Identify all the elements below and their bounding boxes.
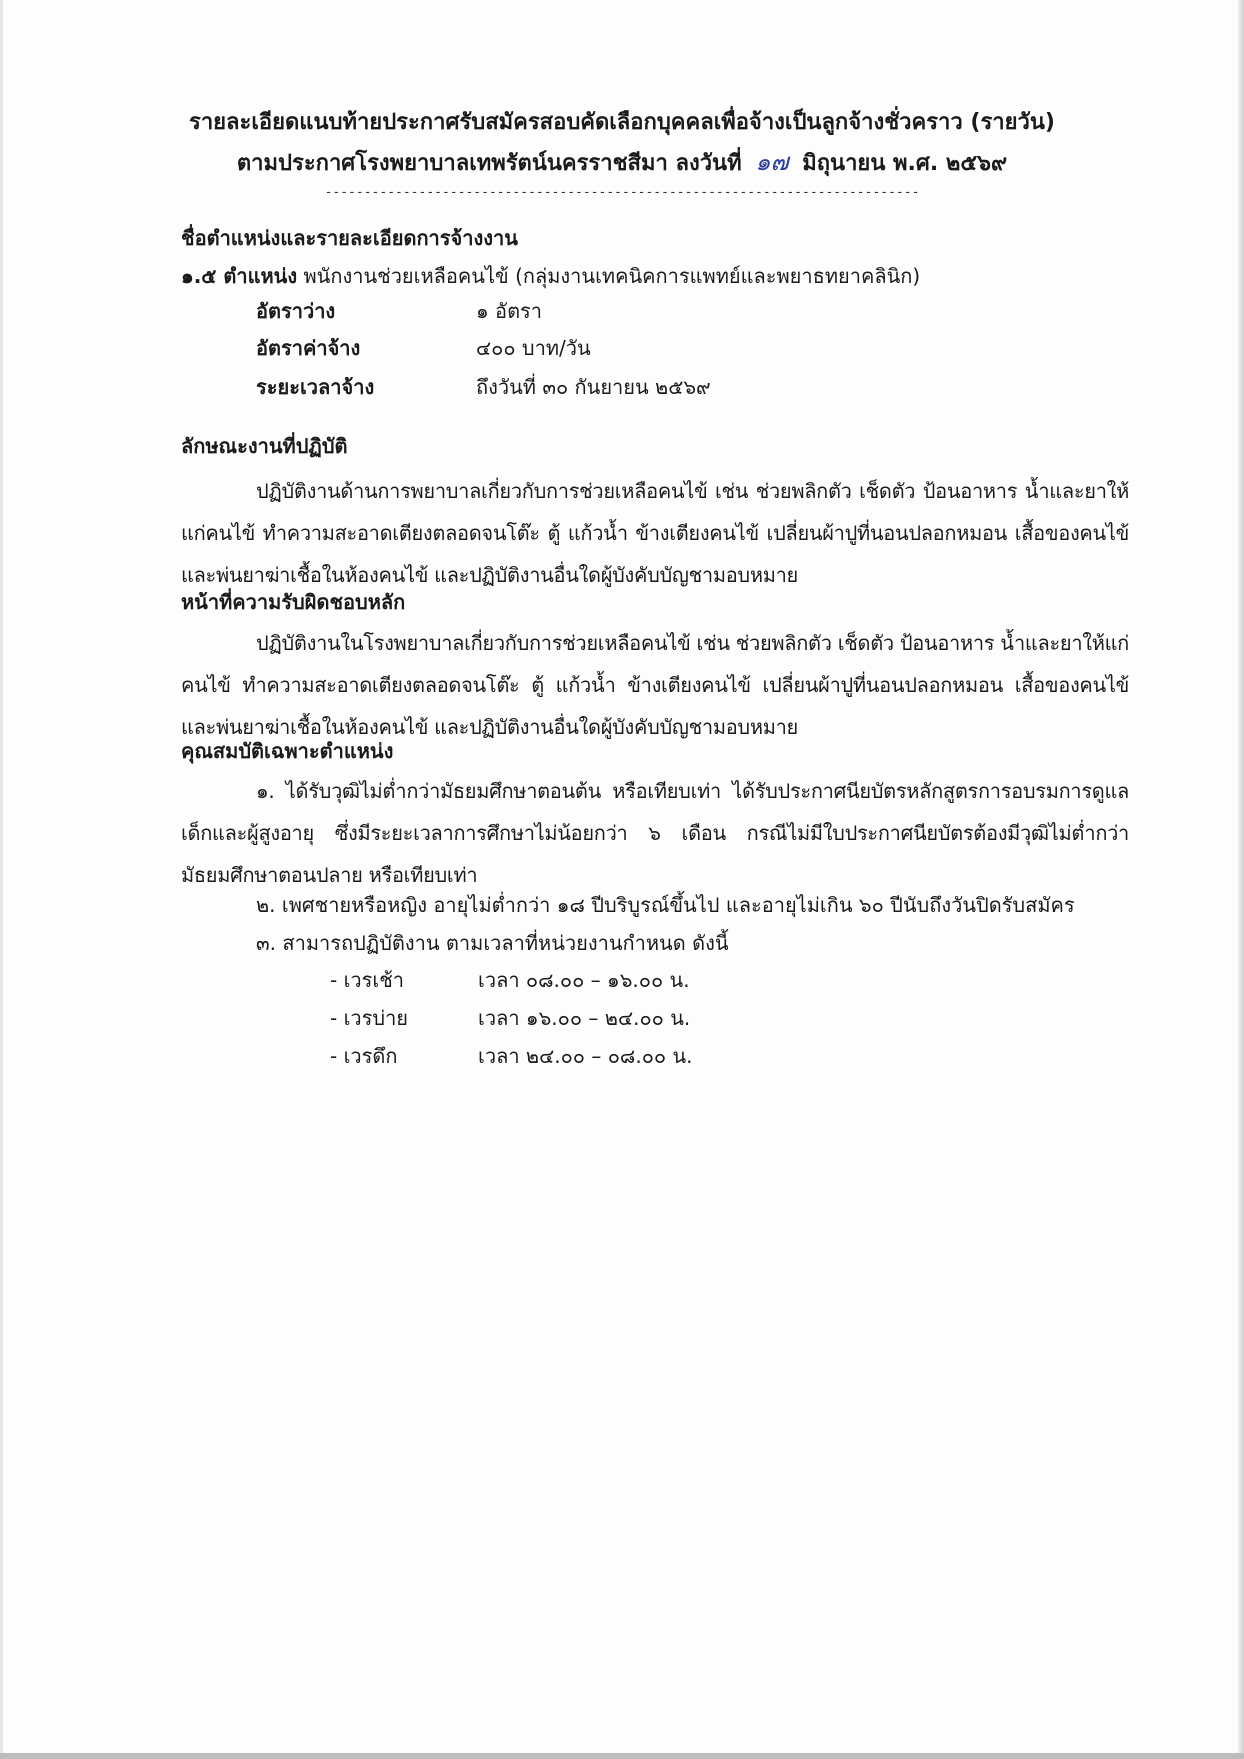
shift-name-afternoon: - เวรบ่าย [330, 1006, 409, 1030]
qualification-item-1: ๑. ได้รับวุฒิไม่ต่ำกว่ามัธยมศึกษาตอนต้น หรือเทียบเท่า ได้รับประกาศนียบัตรหลักสูตรการอบรมการดูแลเด็กและผู้สูงอายุ ซึ่งมีระยะเวลาการศึกษาไม่น้อยกว่า ๖ เดือน กรณีไม่มีใบประกาศนียบัตรต้องมีวุฒิไม่ต่ำกว่ามัธยมศึกษาตอนปลาย หรือเทียบเท่า [181, 779, 1129, 887]
section-heading-qualifications: คุณสมบัติเฉพาะตำแหน่ง [181, 739, 394, 763]
subtitle-prefix: ตามประกาศโรงพยาบาลเทพรัตน์นครราชสีมา ลงวันที่ [236, 151, 742, 176]
dashed-separator: ---------------------------------------------------------------------------- [324, 185, 920, 200]
shift-time-morning: เวลา ๐๘.๐๐ – ๑๖.๐๐ น. [478, 968, 690, 992]
scan-edge-left [0, 0, 3, 1759]
field-value-vacancy: ๑ อัตรา [476, 299, 543, 323]
qualification-item-3: ๓. สามารถปฏิบัติงาน ตามเวลาที่หน่วยงานกำหนด ดังนี้ [256, 931, 729, 955]
shift-time-night: เวลา ๒๔.๐๐ – ๐๘.๐๐ น. [478, 1044, 693, 1068]
section-heading-duties: หน้าที่ความรับผิดชอบหลัก [181, 590, 406, 614]
document-subtitle [0, 147, 1244, 179]
field-label-period: ระยะเวลาจ้าง [256, 375, 375, 399]
document-title: รายละเอียดแนบท้ายประกาศรับสมัครสอบคัดเลือกบุคคลเพื่อจ้างเป็นลูกจ้างชั่วคราว (รายวัน) [189, 110, 1055, 135]
field-label-vacancy: อัตราว่าง [256, 299, 336, 323]
field-value-wage: ๔๐๐ บาท/วัน [476, 336, 591, 360]
position-name: พนักงานช่วยเหลือคนไข้ (กลุ่มงานเทคนิคการแพทย์และพยาธทยาคลินิก) [303, 264, 921, 288]
shift-name-night: - เวรดึก [330, 1044, 398, 1068]
position-number: ๑.๕ ตำแหน่ง [181, 264, 298, 288]
handwritten-day: ๑๗ [755, 148, 789, 176]
section-heading-job-nature: ลักษณะงานที่ปฏิบัติ [181, 434, 348, 458]
duties-paragraph: ปฏิบัติงานในโรงพยาบาลเกี่ยวกับการช่วยเหลือคนไข้ เช่น ช่วยพลิกตัว เช็ดตัว ป้อนอาหาร น้ำและยาให้แก่คนไข้ ทำความสะอาดเตียงตลอดจนโต๊ะ ตู้ แก้วน้ำ ข้างเตียงคนไข้ เปลี่ยนผ้าปูที่นอนปลอกหมอน เสื้อของคนไข้ และพ่นยาฆ่าเชื้อในห้องคนไข้ และปฏิบัติงานอื่นใดผู้บังคับบัญชามอบหมาย [181, 631, 1129, 739]
job-nature-paragraph: ปฏิบัติงานด้านการพยาบาลเกี่ยวกับการช่วยเหลือคนไข้ เช่น ช่วยพลิกตัว เช็ดตัว ป้อนอาหาร น้ำและยาให้แก่คนไข้ ทำความสะอาดเตียงตลอดจนโต๊ะ ตู้ แก้วน้ำ ข้างเตียงคนไข้ เปลี่ยนผ้าปูที่นอนปลอกหมอน เสื้อของคนไข้ และพ่นยาฆ่าเชื้อในห้องคนไข้ และปฏิบัติงานอื่นใดผู้บังคับบัญชามอบหมาย [181, 479, 1129, 587]
section-heading-position: ชื่อตำแหน่งและรายละเอียดการจ้างงาน [181, 226, 518, 250]
scan-edge-bottom [0, 1753, 1244, 1759]
shift-time-afternoon: เวลา ๑๖.๐๐ – ๒๔.๐๐ น. [478, 1006, 691, 1030]
subtitle-suffix: มิถุนายน พ.ศ. ๒๕๖๙ [802, 151, 1008, 176]
scan-edge-right [1238, 0, 1244, 1759]
shift-name-morning: - เวรเช้า [330, 968, 405, 992]
position-line [181, 262, 920, 290]
qualification-item-2: ๒. เพศชายหรือหญิง อายุไม่ต่ำกว่า ๑๘ ปีบริบูรณ์ขึ้นไป และอายุไม่เกิน ๖๐ ปีนับถึงวันปิดรับสมัคร [256, 893, 1075, 917]
field-value-period: ถึงวันที่ ๓๐ กันยายน ๒๕๖๙ [476, 375, 711, 399]
field-label-wage: อัตราค่าจ้าง [256, 336, 361, 360]
